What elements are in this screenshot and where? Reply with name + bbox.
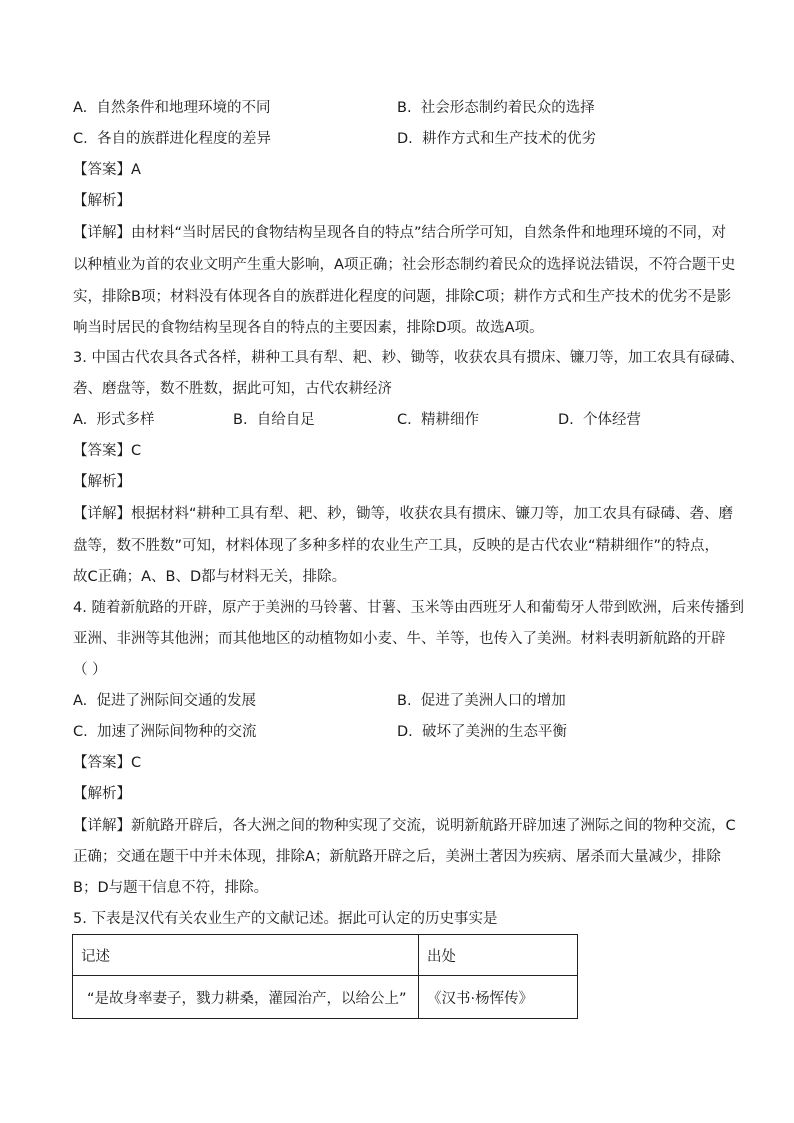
table-header-cell: 出处 [419,935,578,976]
q3-stem-line: 砻、磨盘等，数不胜数，据此可知，古代农耕经济 [73,381,392,397]
q3-answer: 【答案】C [73,443,142,459]
q4-stem-line: （ ） [73,662,107,678]
q2-answer: 【答案】A [73,162,141,178]
q5-source-table [72,934,578,1019]
q4-option-c: C. 加速了洲际间物种的交流 [73,724,257,740]
q2-detail-line: 实，排除B项；材料没有体现各自的族群进化程度的问题，排除C项；耕作方式和生产技术的优劣不是影 [73,289,732,305]
q3-option-c: C. 精耕细作 [397,412,479,428]
q2-option-a: A. 自然条件和地理环境的不同 [73,100,271,116]
q2-option-b: B. 社会形态制约着民众的选择 [397,100,595,116]
q4-option-a: A. 促进了洲际间交通的发展 [73,693,256,709]
q2-option-c: C. 各自的族群进化程度的差异 [73,131,271,147]
table-cell: 《汉书·杨恽传》 [419,976,578,1019]
q3-option-b: B. 自给自足 [233,412,315,428]
q4-detail-line: 正确；交通在题干中并未体现，排除A；新航路开辟之后，美洲土著因为疾病、屠杀而大量减少，排除 [73,849,721,865]
q4-stem-line: 亚洲、非洲等其他洲；而其他地区的动植物如小麦、牛、羊等，也传入了美洲。材料表明新航路的开辟 [73,631,726,647]
q4-detail-line: 【详解】新航路开辟后，各大洲之间的物种实现了交流，说明新航路开辟加速了洲际之间的物种交流，C [73,818,736,834]
q3-detail-line: 盘等，数不胜数”可知，材料体现了多种多样的农业生产工具，反映的是古代农业“精耕细作”的特点， [73,538,720,554]
q2-detail-line: 响当时居民的食物结构呈现各自的特点的主要因素，排除D项。故选A项。 [73,320,544,336]
q5-stem: 5. 下表是汉代有关农业生产的文献记述。据此可认定的历史事实是 [73,911,498,927]
q4-detail-line: B；D与题干信息不符，排除。 [73,880,269,896]
q3-option-a: A. 形式多样 [73,412,155,428]
q4-option-d: D. 破坏了美洲的生态平衡 [397,724,567,740]
table-header-row [73,935,578,976]
q4-stem-line: 4. 随着新航路的开辟，原产于美洲的马铃薯、甘薯、玉米等由西班牙人和葡萄牙人带到欧洲，后来传播到 [73,600,744,616]
q3-option-d: D. 个体经营 [558,412,641,428]
q3-detail-line: 【详解】根据材料“耕种工具有犁、耙、耖，锄等，收获农具有掼床、镰刀等，加工农具有碌碡、砻、磨 [73,506,734,522]
q3-stem-line: 3. 中国古代农具各式各样，耕种工具有犁、耙、耖、锄等，收获农具有掼床、镰刀等，加工农具有碌碡、 [73,350,744,366]
table-row [73,976,578,1019]
q2-detail-line: 以种植业为首的农业文明产生重大影响，A项正确；社会形态制约着民众的选择说法错误，不符合题干史 [73,257,736,273]
q4-option-b: B. 促进了美洲人口的增加 [397,693,566,709]
q3-analysis-heading: 【解析】 [73,474,131,490]
q2-option-d: D. 耕作方式和生产技术的优劣 [397,131,596,147]
q4-analysis-heading: 【解析】 [73,786,131,802]
q2-detail-line: 【详解】由材料“当时居民的食物结构呈现各自的特点”结合所学可知，自然条件和地理环境的不同，对 [73,225,727,241]
q4-answer: 【答案】C [73,755,142,771]
table-cell: “是故身率妻子，戮力耕桑，灌园治产，以给公上” [73,976,419,1019]
q2-analysis-heading: 【解析】 [73,193,131,209]
table-header-cell: 记述 [73,935,419,976]
q3-detail-line: 故C正确；A、B、D都与材料无关，排除。 [73,569,347,585]
